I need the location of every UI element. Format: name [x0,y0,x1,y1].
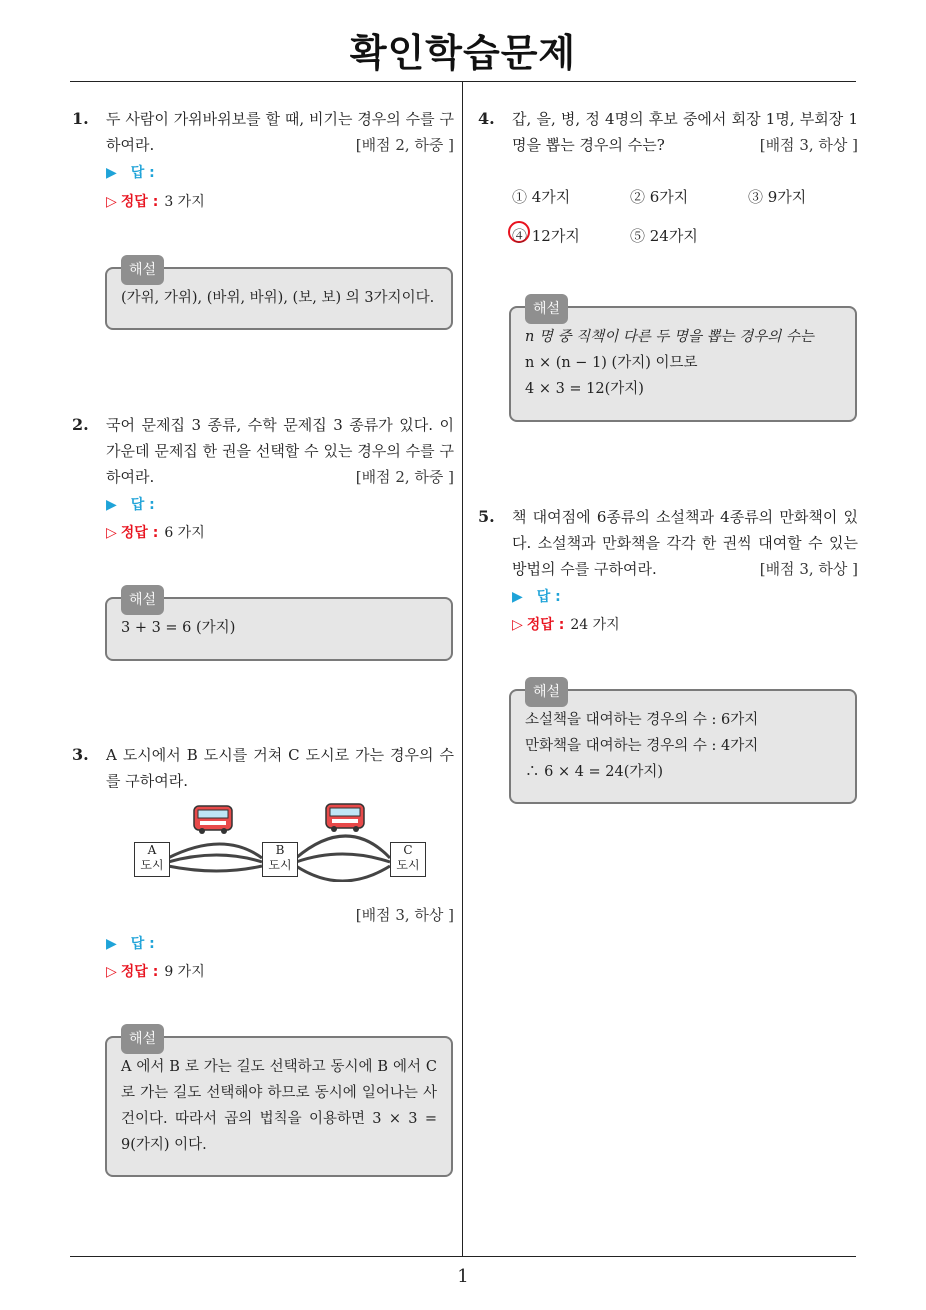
question-text: 갑, 을, 병, 정 4명의 후보 중에서 회장 1명, 부회장 1명을 뽑는 경우의 수는? [512,110,858,154]
city-b-suffix: 도시 [268,858,292,872]
solution-tag: 해설 [121,255,164,285]
city-c-label: C [403,843,413,857]
play-outline-icon: ▷ [106,525,117,541]
question-2 [72,412,454,492]
bottom-rule [70,1256,856,1257]
solution-box [105,1031,453,1177]
choice-4[interactable]: ④ 12가지 [512,227,580,245]
solution-tag: 해설 [121,1024,164,1054]
solution-box [105,592,453,661]
solution-box [105,262,453,330]
solution-line: 만화책을 대여하는 경우의 수 : 4가지 [525,738,759,754]
city-b-box [262,842,298,877]
question-4 [478,106,858,162]
road-ab-2 [168,855,262,862]
solution-line: n 명 중 직책이 다른 두 명을 뽑는 경우의 수는 [525,329,814,345]
answer-line [512,586,561,606]
solution-line: 3 + 3 = 6 (가지) [121,620,236,636]
play-outline-icon: ▷ [512,617,523,633]
solution-line: ∴ 6 × 4 = 24(가지) [525,764,664,780]
top-rule [70,81,856,82]
road-ab-3 [168,866,262,871]
score-label: [배점 3, 하상 ] [759,136,858,154]
score-label: [배점 2, 하중 ] [355,136,454,154]
column-divider [462,82,463,1256]
solution-box [509,301,857,422]
correct-line [512,614,620,634]
play-outline-icon: ▷ [106,194,117,210]
city-c-box [390,842,426,877]
city-c-suffix: 도시 [396,858,420,872]
solution-line: 4 × 3 = 12(가지) [525,381,644,397]
question-text: 책 대여점에 6종류의 소설책과 4종류의 만화책이 있다. 소설책과 만화책을 각각 한 권씩 대여할 수 있는 방법의 수를 구하여라. [512,508,858,578]
bus-icon [326,804,364,832]
correct-answer: 6 가지 [164,525,205,541]
city-a-suffix: 도시 [140,858,164,872]
road-bc-2 [296,854,390,862]
correct-line [106,961,205,981]
correct-answer: 3 가지 [164,194,205,210]
correct-line [106,191,205,211]
play-icon: ▶ [106,165,117,181]
city-b-label: B [275,843,285,857]
correct-answer: 9 가지 [164,964,205,980]
score-label: [배점 3, 하상 ] [355,906,454,924]
play-outline-icon: ▷ [106,964,117,980]
answer-label: 답 : [536,589,561,605]
solution-line: A 에서 B 로 가는 길도 선택하고 동시에 B 에서 C 로 가는 길도 선택해야 하므로 동시에 일어나는 사건이다. 따라서 곱의 법칙을 이용하면 3 × 3 = 9(가지) 이다. [121,1059,437,1153]
choice-1[interactable]: ① 4가지 [512,188,571,206]
page-number: 1 [457,1266,469,1287]
answer-label: 답 : [130,936,155,952]
question-number: 2. [72,415,89,434]
play-icon: ▶ [106,936,117,952]
solution-box [509,684,857,804]
bus-icon [194,806,232,834]
correct-label: 정답 : [526,617,565,633]
road-bc-3 [296,866,390,881]
solution-line: 소설책을 대여하는 경우의 수 : 6가지 [525,712,759,728]
score-label: [배점 3, 하상 ] [759,560,858,578]
question-5 [478,504,858,584]
choice-3[interactable]: ③ 9가지 [748,188,807,206]
answer-line [106,494,155,514]
page-title: 확인학습문제 [349,31,577,75]
correct-line [106,522,205,542]
correct-label: 정답 : [120,525,159,541]
answer-label: 답 : [130,497,155,513]
solution-tag: 해설 [121,585,164,615]
answer-line [106,162,155,182]
correct-answer: 24 가지 [570,617,620,633]
question-3 [72,742,454,796]
solution-line: n × (n − 1) (가지) 이므로 [525,355,698,371]
choice-5[interactable]: ⑤ 24가지 [630,227,698,245]
play-icon: ▶ [106,497,117,513]
city-route-diagram [134,800,424,882]
play-icon: ▶ [512,589,523,605]
answer-line [106,933,155,953]
choice-2[interactable]: ② 6가지 [630,188,689,206]
question-text: 두 사람이 가위바위보를 할 때, 비기는 경우의 수를 구하여라. [106,110,454,154]
question-text: 국어 문제집 3 종류, 수학 문제집 3 종류가 있다. 이 가운데 문제집 한 권을 선택할 수 있는 경우의 수를 구하여라. [106,416,454,486]
correct-label: 정답 : [120,194,159,210]
score-label: [배점 2, 하중 ] [355,468,454,486]
solution-line: (가위, 가위), (바위, 바위), (보, 보) 의 3가지이다. [121,290,435,306]
question-number: 5. [478,507,495,526]
question-1 [72,106,454,166]
question-number: 4. [478,109,495,128]
solution-tag: 해설 [525,677,568,707]
answer-label: 답 : [130,165,155,181]
question-number: 1. [72,109,89,128]
city-a-label: A [147,843,157,857]
city-a-box [134,842,170,877]
solution-tag: 해설 [525,294,568,324]
question-text: A 도시에서 B 도시를 거쳐 C 도시로 가는 경우의 수를 구하여라. [106,746,454,790]
question-number: 3. [72,745,89,764]
correct-label: 정답 : [120,964,159,980]
